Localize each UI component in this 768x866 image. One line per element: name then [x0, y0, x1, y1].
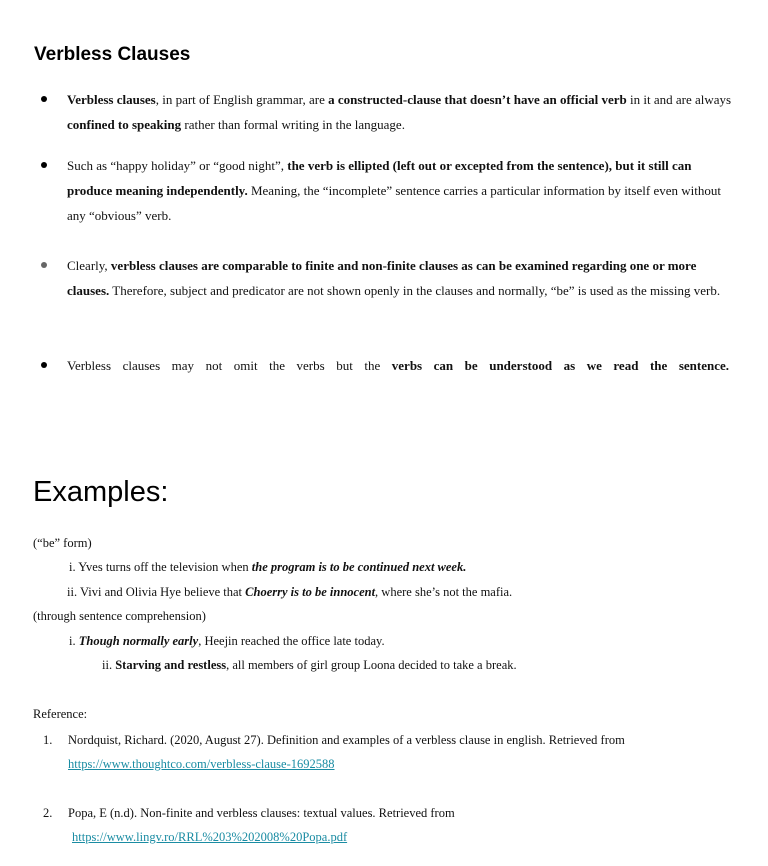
example-4: ii. Starving and restless, all members of girl group Loona decided to take a break.	[102, 658, 517, 672]
reference-link[interactable]: https://www.lingv.ro/RRL%203%202008%20Popa.pdf	[72, 830, 348, 844]
reference-text: Popa, E (n.d). Non-finite and verbless clauses: textual values. Retrieved from	[68, 806, 455, 820]
bullet-item-4: Verbless clauses may not omit the verbs but the verbs can be understood as we read the sentence.	[67, 353, 729, 378]
example-3: i. Though normally early, Heejin reached the office late today.	[69, 634, 385, 648]
be-form-label: (“be” form)	[33, 536, 92, 550]
bullet-dot-icon	[41, 262, 47, 268]
example-2: ii. Vivi and Olivia Hye believe that Choerry is to be innocent, where she’s not the mafia.	[67, 585, 513, 599]
bullet-dot-icon	[41, 162, 47, 168]
bullet-dot-icon	[41, 362, 47, 368]
bullet-item-1: Verbless clauses, in part of English grammar, are a constructed-clause that doesn’t have an official verb in it and are always confined to speaking rather than formal writing in the language.	[67, 87, 737, 137]
reference-number: 2.	[43, 806, 53, 820]
page-title: Verbless Clauses	[34, 44, 191, 65]
comprehension-label: (through sentence comprehension)	[33, 609, 206, 623]
reference-label: Reference:	[33, 707, 88, 721]
example-1: i. Yves turns off the television when the program is to be continued next week.	[69, 560, 467, 574]
bullet-item-3: Clearly, verbless clauses are comparable to finite and non-finite clauses as can be examined regarding one or more clauses. Therefore, subject and predicator are not shown openly in the clauses and normally, “be” is used as the missing verb.	[67, 253, 737, 303]
bullet-item-2: Such as “happy holiday” or “good night”, the verb is ellipted (left out or excepted from the sentence), but it still can produce meaning independently. Meaning, the “incomplete” sentence carries a particular information by itself even without any “obvious” verb.	[67, 153, 737, 228]
reference-link[interactable]: https://www.thoughtco.com/verbless-clause-1692588	[68, 757, 335, 771]
reference-number: 1.	[43, 733, 53, 747]
bullet-dot-icon	[41, 96, 47, 102]
reference-text: Nordquist, Richard. (2020, August 27). Definition and examples of a verbless clause in english. Retrieved from	[68, 733, 625, 747]
examples-heading: Examples:	[33, 476, 169, 508]
